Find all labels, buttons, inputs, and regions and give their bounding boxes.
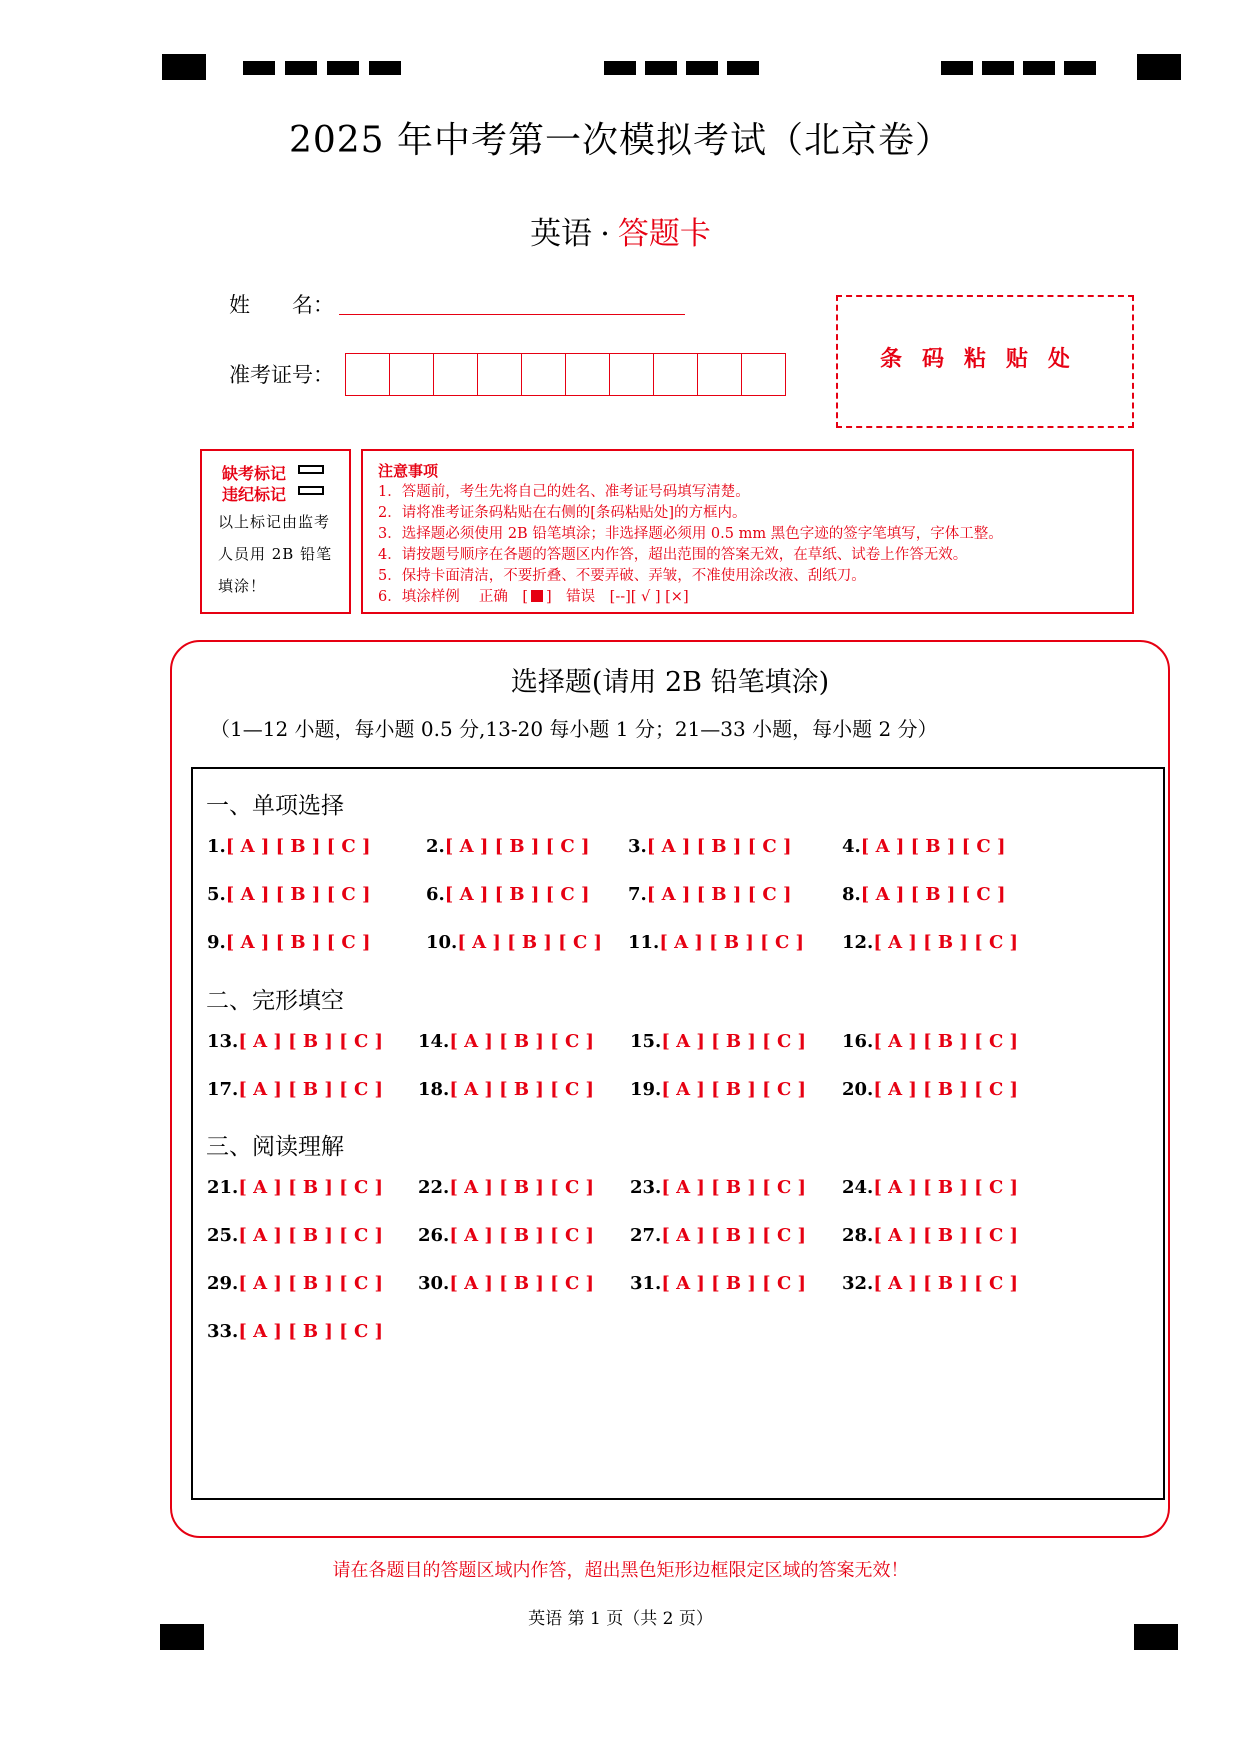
registration-mark	[1137, 54, 1181, 80]
question-item	[207, 1225, 383, 1246]
answer-options[interactable]: [ A ] [ B ] [ C ]	[225, 836, 371, 857]
question-item	[842, 1079, 1018, 1100]
answer-options[interactable]: [ A ] [ B ] [ C ]	[661, 1225, 807, 1246]
question-item	[842, 1225, 1018, 1246]
answer-options[interactable]: [ A ] [ B ] [ C ]	[873, 932, 1019, 953]
question-number: 7.	[628, 884, 647, 905]
registration-mark	[285, 61, 317, 75]
id-digit-box[interactable]	[389, 353, 434, 396]
exam-id-field[interactable]	[345, 353, 785, 396]
notice-item-fill-sample	[378, 587, 1132, 608]
question-number: 12.	[842, 932, 874, 953]
question-number: 13.	[207, 1031, 239, 1052]
answer-options[interactable]: [ A ] [ B ] [ C ]	[661, 1079, 807, 1100]
registration-mark	[941, 61, 973, 75]
question-number: 25.	[207, 1225, 239, 1246]
question-item	[418, 1225, 594, 1246]
answer-options[interactable]: [ A ] [ B ] [ C ]	[457, 932, 603, 953]
question-number: 11.	[628, 932, 660, 953]
question-item	[418, 1273, 594, 1294]
question-number: 30.	[418, 1273, 450, 1294]
id-digit-box[interactable]	[653, 353, 698, 396]
registration-mark	[1064, 61, 1096, 75]
name-label: 姓 名：	[229, 293, 334, 317]
filled-square-icon	[531, 590, 543, 602]
question-number: 20.	[842, 1079, 874, 1100]
question-number: 24.	[842, 1177, 874, 1198]
question-item	[426, 884, 590, 905]
page-title: 2025 年中考第一次模拟考试（北京卷）	[288, 120, 953, 161]
question-number: 16.	[842, 1031, 874, 1052]
id-digit-box[interactable]	[477, 353, 522, 396]
question-item	[426, 836, 590, 857]
question-item	[207, 1031, 383, 1052]
footer-warning: 请在各题目的答题区域内作答，超出黑色矩形边框限定区域的答案无效！	[332, 1560, 909, 1581]
question-item	[207, 1273, 383, 1294]
question-number: 15.	[630, 1031, 662, 1052]
section-title: 一、单项选择	[206, 793, 344, 819]
violation-mark-box[interactable]	[298, 486, 324, 495]
question-number: 21.	[207, 1177, 239, 1198]
question-item	[418, 1177, 594, 1198]
answer-options[interactable]: [ A ] [ B ] [ C ]	[444, 884, 590, 905]
id-digit-box[interactable]	[433, 353, 478, 396]
answer-options[interactable]: [ A ] [ B ] [ C ]	[449, 1273, 595, 1294]
answer-options[interactable]: [ A ] [ B ] [ C ]	[449, 1079, 595, 1100]
question-item	[842, 932, 1018, 953]
question-number: 4.	[842, 836, 861, 857]
question-number: 33.	[207, 1321, 239, 1342]
answer-options[interactable]: [ A ] [ B ] [ C ]	[444, 836, 590, 857]
absent-mark-box[interactable]	[298, 465, 324, 474]
answer-options[interactable]: [ A ] [ B ] [ C ]	[449, 1031, 595, 1052]
answer-options[interactable]: [ A ] [ B ] [ C ]	[238, 1031, 384, 1052]
question-item	[630, 1031, 806, 1052]
notice-item: 4．请按题号顺序在各题的答题区内作答，超出范围的答案无效，在草纸、试卷上作答无效。	[378, 547, 968, 563]
question-number: 18.	[418, 1079, 450, 1100]
question-item	[426, 932, 602, 953]
question-item	[207, 1177, 383, 1198]
notice-item: 5．保持卡面清洁，不要折叠、不要弄破、弄皱，不准使用涂改液、刮纸刀。	[378, 568, 866, 584]
question-number: 5.	[207, 884, 226, 905]
answer-options[interactable]: [ A ] [ B ] [ C ]	[238, 1079, 384, 1100]
answer-options[interactable]: [ A ] [ B ] [ C ]	[646, 884, 792, 905]
answer-card-label: 答题卡	[617, 216, 711, 252]
question-number: 17.	[207, 1079, 239, 1100]
question-number: 9.	[207, 932, 226, 953]
id-digit-box[interactable]	[565, 353, 610, 396]
question-number: 26.	[418, 1225, 450, 1246]
notice-panel	[361, 449, 1134, 614]
answer-options[interactable]: [ A ] [ B ] [ C ]	[238, 1273, 384, 1294]
question-item	[207, 932, 371, 953]
question-number: 2.	[426, 836, 445, 857]
question-number: 19.	[630, 1079, 662, 1100]
fill-sample-prefix: 6．填涂样例 正确 [	[378, 589, 528, 605]
question-item	[628, 836, 792, 857]
question-number: 8.	[842, 884, 861, 905]
id-digit-box[interactable]	[741, 353, 786, 396]
question-number: 27.	[630, 1225, 662, 1246]
question-number: 28.	[842, 1225, 874, 1246]
proctor-note: 以上标记由监考人员用 2B 铅笔填涂！	[218, 513, 333, 595]
registration-mark	[369, 61, 401, 75]
question-item	[630, 1273, 806, 1294]
fill-sample-suffix: ] 错误 [--][ √ ] [×]	[546, 589, 689, 605]
answer-options[interactable]: [ A ] [ B ] [ C ]	[873, 1079, 1019, 1100]
question-number: 22.	[418, 1177, 450, 1198]
question-item	[207, 884, 371, 905]
subject-title	[0, 208, 1241, 253]
registration-mark	[1023, 61, 1055, 75]
notice-item: 3．选择题必须使用 2B 铅笔填涂；非选择题必须用 0.5 mm 黑色字迹的签字笔填写，字体工整。	[378, 526, 1003, 542]
mc-title: 选择题(请用 2B 铅笔填涂)	[510, 667, 830, 698]
question-item	[418, 1079, 594, 1100]
id-label: 准考证号：	[229, 363, 334, 387]
answer-options[interactable]: [ A ] [ B ] [ C ]	[449, 1225, 595, 1246]
registration-mark	[727, 61, 759, 75]
question-item	[207, 1321, 383, 1342]
answer-options[interactable]: [ A ] [ B ] [ C ]	[873, 1225, 1019, 1246]
question-item	[628, 932, 804, 953]
mc-scoring: （1—12 小题，每小题 0.5 分,13-20 每小题 1 分；21—33 小题，每小题 2 分）	[210, 717, 938, 741]
notice-item: 1．答题前，考生先将自己的姓名、准考证号码填写清楚。	[378, 484, 750, 500]
answer-options[interactable]: [ A ] [ B ] [ C ]	[860, 884, 1006, 905]
question-number: 29.	[207, 1273, 239, 1294]
question-item	[628, 884, 792, 905]
question-item	[630, 1079, 806, 1100]
registration-mark	[327, 61, 359, 75]
question-number: 1.	[207, 836, 226, 857]
absent-mark-panel	[200, 449, 351, 614]
answer-options[interactable]: [ A ] [ B ] [ C ]	[646, 836, 792, 857]
id-digit-box[interactable]	[345, 353, 390, 396]
question-number: 10.	[426, 932, 458, 953]
id-digit-box[interactable]	[609, 353, 654, 396]
question-item	[630, 1225, 806, 1246]
registration-mark	[604, 61, 636, 75]
registration-mark	[982, 61, 1014, 75]
absent-label: 缺考标记	[222, 464, 287, 483]
id-digit-box[interactable]	[521, 353, 566, 396]
notice-item: 2．请将准考证条码粘贴在右侧的[条码粘贴处]的方框内。	[378, 505, 747, 521]
question-item	[418, 1031, 594, 1052]
answer-options[interactable]: [ A ] [ B ] [ C ]	[873, 1031, 1019, 1052]
question-number: 6.	[426, 884, 445, 905]
registration-mark	[243, 61, 275, 75]
question-number: 23.	[630, 1177, 662, 1198]
title-separator: ·	[600, 216, 610, 252]
question-item	[842, 884, 1006, 905]
barcode-area[interactable]: 条码粘贴处	[836, 295, 1134, 428]
registration-mark	[162, 54, 206, 80]
answer-options[interactable]: [ A ] [ B ] [ C ]	[873, 1273, 1019, 1294]
question-item	[842, 1177, 1018, 1198]
registration-mark	[686, 61, 718, 75]
question-number: 14.	[418, 1031, 450, 1052]
id-digit-box[interactable]	[697, 353, 742, 396]
question-number: 3.	[628, 836, 647, 857]
answer-options[interactable]: [ A ] [ B ] [ C ]	[449, 1177, 595, 1198]
question-item	[630, 1177, 806, 1198]
name-field[interactable]	[339, 313, 685, 315]
answer-options[interactable]: [ A ] [ B ] [ C ]	[873, 1177, 1019, 1198]
registration-mark	[645, 61, 677, 75]
answer-options[interactable]: [ A ] [ B ] [ C ]	[860, 836, 1006, 857]
answer-options[interactable]: [ A ] [ B ] [ C ]	[661, 1177, 807, 1198]
question-number: 32.	[842, 1273, 874, 1294]
question-item	[842, 1273, 1018, 1294]
question-item	[842, 1031, 1018, 1052]
question-item	[842, 836, 1006, 857]
section-title: 二、完形填空	[206, 988, 344, 1014]
subject-name: 英语	[530, 216, 593, 252]
answer-options[interactable]: [ A ] [ B ] [ C ]	[238, 1321, 384, 1342]
answer-options[interactable]: [ A ] [ B ] [ C ]	[659, 932, 805, 953]
answer-options[interactable]: [ A ] [ B ] [ C ]	[225, 932, 371, 953]
answer-options[interactable]: [ A ] [ B ] [ C ]	[225, 884, 371, 905]
question-item	[207, 1079, 383, 1100]
page-number: 英语 第 1 页（共 2 页）	[528, 1609, 713, 1629]
question-item	[207, 836, 371, 857]
question-number: 31.	[630, 1273, 662, 1294]
answer-options[interactable]: [ A ] [ B ] [ C ]	[238, 1177, 384, 1198]
answer-options[interactable]: [ A ] [ B ] [ C ]	[661, 1273, 807, 1294]
section-title: 三、阅读理解	[206, 1134, 344, 1160]
violation-label: 违纪标记	[222, 485, 287, 504]
notice-heading: 注意事项	[378, 462, 439, 480]
answer-options[interactable]: [ A ] [ B ] [ C ]	[238, 1225, 384, 1246]
answer-options[interactable]: [ A ] [ B ] [ C ]	[661, 1031, 807, 1052]
